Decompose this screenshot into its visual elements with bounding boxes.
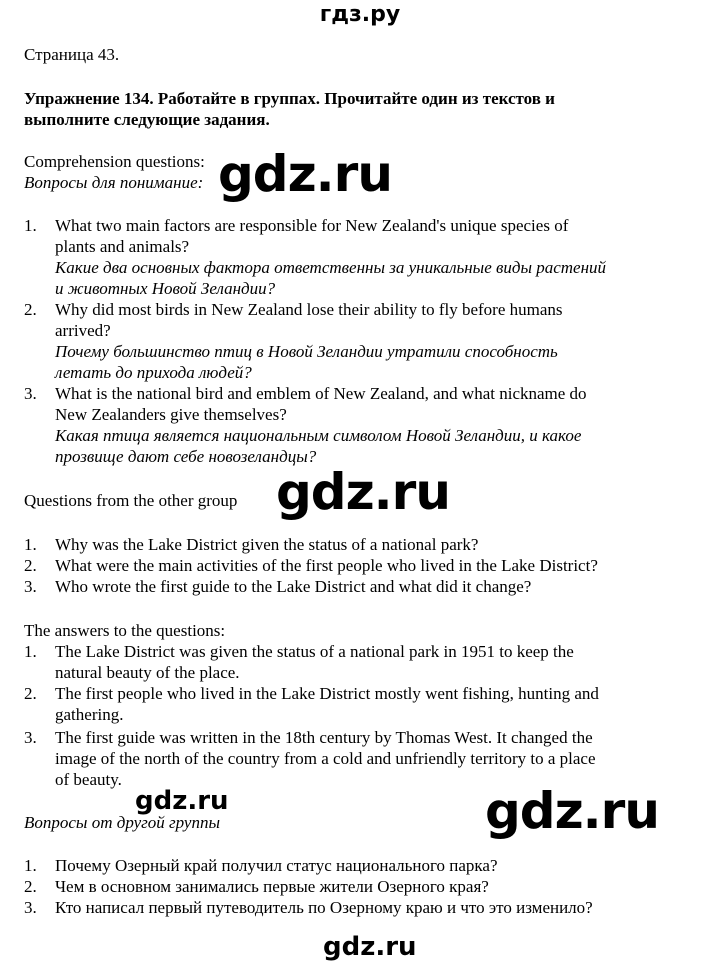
item-text: Чем в основном занимались первые жители Озерного края? xyxy=(55,877,489,896)
item-text: What is the national bird and emblem of New Zealand, and what nickname do xyxy=(55,384,587,403)
item-text: What were the main activities of the first people who lived in the Lake District? xyxy=(55,556,598,575)
item-translation: Почему большинство птиц в Новой Зеландии утратили способность xyxy=(55,342,558,361)
comprehension-heading: Comprehension questions: xyxy=(24,152,205,171)
item-text: New Zealanders give themselves? xyxy=(55,405,287,424)
page-label: Страница 43. xyxy=(24,45,120,64)
item-number: 3. xyxy=(24,384,37,403)
exercise-title-line-2: выполните следующие задания. xyxy=(24,110,270,129)
item-text: What two main factors are responsible for New Zealand's unique species of xyxy=(55,216,569,235)
other-group-ru-heading: Вопросы от другой группы xyxy=(24,813,220,832)
item-text: Who wrote the first guide to the Lake District and what did it change? xyxy=(55,577,532,596)
item-number: 1. xyxy=(24,535,37,554)
site-header: гдз.ру xyxy=(319,2,401,27)
item-text: The first guide was written in the 18th century by Thomas West. It changed the xyxy=(55,728,593,747)
watermark: gdz.ru xyxy=(218,145,392,203)
watermark: gdz.ru xyxy=(276,463,450,521)
item-text: natural beauty of the place. xyxy=(55,663,240,682)
item-text: The first people who lived in the Lake District mostly went fishing, hunting and xyxy=(55,684,599,703)
item-number: 3. xyxy=(24,898,37,917)
comprehension-heading-ru: Вопросы для понимание: xyxy=(24,173,204,192)
item-number: 1. xyxy=(24,642,37,661)
item-number: 1. xyxy=(24,856,37,875)
item-text: The Lake District was given the status of a national park in 1951 to keep the xyxy=(55,642,574,661)
watermark: gdz.ru xyxy=(485,782,659,840)
item-translation: летать до прихода людей? xyxy=(55,363,252,382)
item-translation: Какие два основных фактора ответственны за уникальные виды растений xyxy=(55,258,607,277)
item-text: Why was the Lake District given the status of a national park? xyxy=(55,535,479,554)
item-number: 1. xyxy=(24,216,37,235)
item-number: 2. xyxy=(24,877,37,896)
item-text: gathering. xyxy=(55,705,124,724)
item-number: 3. xyxy=(24,577,37,596)
item-text: Why did most birds in New Zealand lose their ability to fly before humans xyxy=(55,300,563,319)
item-translation: и животных Новой Зеландии? xyxy=(55,279,276,298)
item-text: arrived? xyxy=(55,321,111,340)
item-translation: прозвище дают себе новозеландцы? xyxy=(55,447,317,466)
other-group-heading: Questions from the other group xyxy=(24,491,238,510)
answers-heading: The answers to the questions: xyxy=(24,621,226,640)
item-text: of beauty. xyxy=(55,770,122,789)
item-number: 2. xyxy=(24,300,37,319)
item-number: 3. xyxy=(24,728,37,747)
exercise-title-line-1: Упражнение 134. Работайте в группах. Прочитайте один из текстов и xyxy=(24,89,555,108)
item-text: Кто написал первый путеводитель по Озерному краю и что это изменило? xyxy=(55,898,593,917)
item-text: image of the north of the country from a cold and unfriendly territory to a place xyxy=(55,749,596,768)
item-number: 2. xyxy=(24,556,37,575)
item-translation: Какая птица является национальным символом Новой Зеландии, и какое xyxy=(55,426,582,445)
watermark: gdz.ru xyxy=(135,786,229,816)
item-text: Почему Озерный край получил статус национального парка? xyxy=(55,856,498,875)
item-number: 2. xyxy=(24,684,37,703)
watermark: gdz.ru xyxy=(323,932,417,962)
item-text: plants and animals? xyxy=(55,237,190,256)
